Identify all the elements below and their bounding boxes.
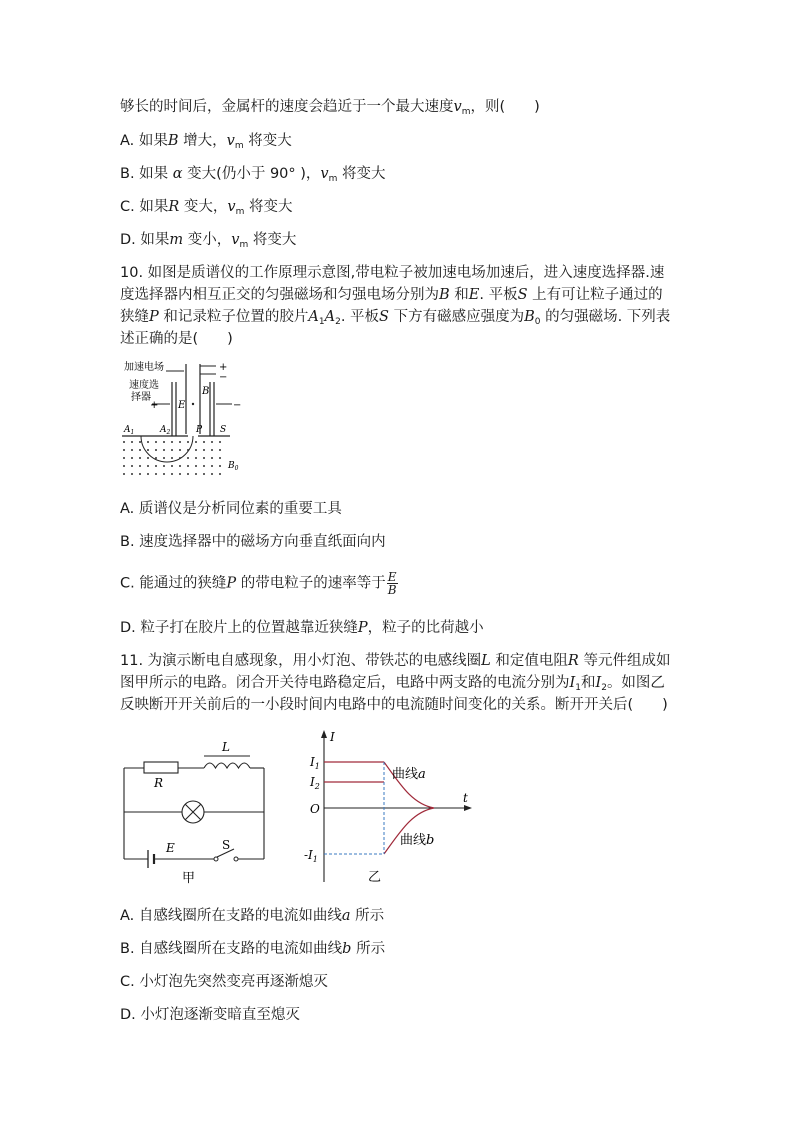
q11-text: 和 bbox=[580, 675, 596, 691]
inductor-coil bbox=[204, 763, 250, 768]
var-S: S bbox=[379, 309, 389, 325]
var-B: B bbox=[167, 133, 179, 149]
accel-field-label: 加速电场 bbox=[124, 362, 164, 373]
q10-text: 述正确的是( ) bbox=[120, 331, 233, 347]
field-dot bbox=[131, 465, 133, 467]
selector-label: 择器 bbox=[131, 392, 151, 403]
field-dot bbox=[147, 465, 149, 467]
field-dot bbox=[155, 465, 157, 467]
field-dot bbox=[155, 457, 157, 459]
var-a: a bbox=[341, 908, 351, 924]
vm-sub: m bbox=[235, 207, 245, 217]
field-dot bbox=[195, 473, 197, 475]
field-dot bbox=[179, 441, 181, 443]
field-dot bbox=[171, 473, 173, 475]
field-dot bbox=[123, 441, 125, 443]
field-dot bbox=[139, 457, 141, 459]
field-dot bbox=[139, 449, 141, 451]
vm-sub: m bbox=[234, 141, 244, 151]
option-text: B. 如果 bbox=[120, 166, 173, 182]
q10-line-4 bbox=[120, 329, 233, 349]
particle-dot bbox=[192, 403, 194, 405]
option-text: 增大， bbox=[178, 133, 227, 149]
field-dot bbox=[123, 473, 125, 475]
vm-symbol: v bbox=[320, 166, 329, 182]
field-dot bbox=[211, 473, 213, 475]
q11-text: 图甲所示的电路。闭合开关待电路稳定后，电路中两支路的电流分别为 bbox=[120, 675, 570, 691]
I2-tick-label: $I_2$ bbox=[310, 775, 320, 791]
selector-label: 速度选 bbox=[129, 380, 159, 391]
q9-stem bbox=[120, 97, 540, 122]
field-dot bbox=[195, 465, 197, 467]
field-dot bbox=[131, 473, 133, 475]
switch-contact bbox=[234, 857, 238, 861]
A2-label: $A_2$ bbox=[160, 425, 171, 436]
sub: 1 bbox=[575, 683, 581, 693]
sub: 2 bbox=[601, 683, 607, 693]
E-label: E bbox=[178, 400, 186, 411]
var-P: P bbox=[357, 620, 368, 636]
field-dot bbox=[219, 441, 221, 443]
field-dot bbox=[171, 441, 173, 443]
q11-text: 11. 为演示断电自感现象，用小灯泡、带铁芯的电感线圈 bbox=[120, 653, 482, 669]
q10-text: 下方有磁感应强度为 bbox=[388, 309, 525, 325]
origin-label: O bbox=[310, 802, 320, 816]
field-dot bbox=[147, 457, 149, 459]
frac-num: E bbox=[387, 570, 397, 584]
field-dot bbox=[179, 449, 181, 451]
option-text: 变小， bbox=[183, 232, 232, 248]
I-axis-label: I bbox=[330, 730, 335, 744]
option-text: B. 速度选择器中的磁场方向垂直纸面向内 bbox=[120, 534, 386, 550]
option-text: 将变大 bbox=[337, 166, 386, 182]
sub: 0 bbox=[534, 317, 541, 327]
field-dot bbox=[187, 449, 189, 451]
var-I2: I bbox=[595, 675, 602, 691]
magnetic-field-dots bbox=[123, 441, 221, 475]
q11-text: 反映断开开关前后的一小段时间内电路中的电流随时间变化的关系。断开开关后( ) bbox=[120, 697, 668, 713]
q10-option-a[interactable] bbox=[120, 499, 342, 519]
field-dot bbox=[163, 465, 165, 467]
field-dot bbox=[187, 465, 189, 467]
var-m: m bbox=[169, 232, 184, 248]
field-dot bbox=[179, 457, 181, 459]
field-dot bbox=[147, 441, 149, 443]
var-P: P bbox=[149, 309, 159, 325]
field-dot bbox=[179, 465, 181, 467]
mass-spectrometer-figure bbox=[118, 358, 248, 480]
R-label: R bbox=[154, 776, 164, 790]
var-b: b bbox=[342, 941, 352, 957]
var-B0: B bbox=[524, 309, 535, 325]
option-text: 将变大 bbox=[248, 232, 297, 248]
q9-option-b[interactable] bbox=[120, 164, 386, 189]
field-dot bbox=[139, 473, 141, 475]
field-dot bbox=[155, 449, 157, 451]
field-dot bbox=[203, 473, 205, 475]
field-dot bbox=[203, 449, 205, 451]
var-E: E bbox=[468, 287, 480, 303]
q11-option-b[interactable] bbox=[120, 939, 385, 959]
q11-text: 和定值电阻 bbox=[490, 653, 568, 669]
circuit-diagram bbox=[118, 735, 273, 885]
field-dot bbox=[203, 441, 205, 443]
plus-sign: + bbox=[150, 400, 159, 411]
var-R: R bbox=[567, 653, 579, 669]
q10-text: 狭缝 bbox=[120, 309, 149, 325]
field-dot bbox=[139, 441, 141, 443]
q9-option-d[interactable] bbox=[120, 230, 296, 255]
field-dot bbox=[187, 457, 189, 459]
field-dot bbox=[211, 449, 213, 451]
y-axis-arrow bbox=[321, 730, 327, 738]
plus-sign: + bbox=[219, 362, 228, 373]
option-text: 将变大 bbox=[244, 199, 293, 215]
option-text: D. 粒子打在胶片上的位置越靠近狭缝 bbox=[120, 620, 358, 636]
field-dot bbox=[147, 473, 149, 475]
field-dot bbox=[219, 473, 221, 475]
option-text: ，粒子的比荷越小 bbox=[367, 620, 484, 636]
field-dot bbox=[163, 457, 165, 459]
q11-text: 等元件组成如 bbox=[578, 653, 671, 669]
field-dot bbox=[163, 473, 165, 475]
vm-symbol: v bbox=[231, 232, 240, 248]
curve-b-label: 曲线b bbox=[400, 833, 435, 848]
field-dot bbox=[131, 457, 133, 459]
option-text: A. 自感线圈所在支路的电流如曲线 bbox=[120, 908, 342, 924]
field-dot bbox=[187, 473, 189, 475]
q11-option-d[interactable] bbox=[120, 1005, 300, 1025]
vm-sub: m bbox=[461, 107, 471, 117]
q10-option-b[interactable] bbox=[120, 532, 386, 552]
field-dot bbox=[211, 465, 213, 467]
field-dot bbox=[163, 441, 165, 443]
field-dot bbox=[195, 441, 197, 443]
option-text: C. 能通过的狭缝 bbox=[120, 575, 227, 592]
field-dot bbox=[219, 449, 221, 451]
q9-option-c[interactable] bbox=[120, 197, 292, 222]
q10-text: 的匀强磁场. 下列表 bbox=[540, 309, 671, 325]
curve-a-label: 曲线a bbox=[392, 767, 426, 782]
option-text: 变大(仍小于 90° )， bbox=[182, 166, 321, 182]
field-dot bbox=[131, 449, 133, 451]
q11-text: 。如图乙 bbox=[606, 675, 665, 691]
field-dot bbox=[163, 449, 165, 451]
q10-text: 10. 如图是质谱仪的工作原理示意图,带电粒子被加速电场加速后，进入速度选择器.速 bbox=[120, 265, 665, 281]
x-axis-arrow bbox=[464, 805, 472, 811]
field-dot bbox=[123, 457, 125, 459]
field-dot bbox=[155, 473, 157, 475]
field-dot bbox=[139, 465, 141, 467]
field-dot bbox=[211, 457, 213, 459]
option-text: 所示 bbox=[350, 908, 385, 924]
fraction-E-over-B bbox=[387, 571, 398, 596]
q10-text: 度选择器内相互正交的匀强磁场和匀强电场分别为 bbox=[120, 287, 439, 303]
vm-symbol: v bbox=[226, 133, 235, 149]
q10-text: . 平板 bbox=[340, 309, 380, 325]
neg-I1-tick-label: $-I_1$ bbox=[304, 848, 318, 864]
q10-option-d[interactable] bbox=[120, 618, 484, 638]
q10-line-2 bbox=[120, 285, 663, 305]
I1-tick-label: $I_1$ bbox=[310, 755, 320, 771]
q10-text: 和 bbox=[449, 287, 469, 303]
q10-text: 上有可让粒子通过的 bbox=[527, 287, 663, 303]
current-time-graph bbox=[300, 728, 480, 886]
option-text: D. 小灯泡逐渐变暗直至熄灭 bbox=[120, 1007, 300, 1023]
option-text: B. 自感线圈所在支路的电流如曲线 bbox=[120, 941, 343, 957]
q9-option-a[interactable] bbox=[120, 131, 292, 156]
field-dot bbox=[123, 465, 125, 467]
E-label: E bbox=[166, 841, 175, 855]
vm-symbol: v bbox=[453, 99, 462, 115]
t-axis-label: t bbox=[463, 791, 468, 805]
option-text: A. 如果 bbox=[120, 133, 168, 149]
q11-line-1 bbox=[120, 651, 670, 671]
field-dot bbox=[195, 457, 197, 459]
field-dot bbox=[211, 441, 213, 443]
vm-sub: m bbox=[328, 174, 338, 184]
frac-den: B bbox=[387, 583, 397, 597]
sub: 2 bbox=[335, 317, 341, 327]
vm-sub: m bbox=[239, 240, 249, 250]
option-text: C. 小灯泡先突然变亮再逐渐熄灭 bbox=[120, 974, 328, 990]
field-dot bbox=[123, 449, 125, 451]
var-S: S bbox=[517, 287, 528, 303]
L-label: L bbox=[222, 740, 230, 754]
q11-option-a[interactable] bbox=[120, 906, 384, 926]
S-label: S bbox=[220, 425, 227, 435]
field-dot bbox=[171, 449, 173, 451]
minus-sign: − bbox=[233, 400, 242, 411]
B0-label: $B_0$ bbox=[228, 461, 239, 472]
field-dot bbox=[187, 441, 189, 443]
field-dot bbox=[195, 449, 197, 451]
figure-caption-yi: 乙 bbox=[368, 870, 382, 885]
q11-line-3 bbox=[120, 695, 668, 715]
var-A2: A bbox=[324, 309, 336, 325]
field-dot bbox=[179, 473, 181, 475]
field-dot bbox=[203, 465, 205, 467]
var-P: P bbox=[226, 575, 237, 592]
option-text: 的带电粒子的速率等于 bbox=[236, 575, 386, 592]
B-label: B bbox=[202, 386, 210, 397]
figure-caption-jia: 甲 bbox=[182, 871, 196, 885]
switch-contact bbox=[214, 857, 218, 861]
field-dot bbox=[147, 449, 149, 451]
field-dot bbox=[155, 441, 157, 443]
var-B: B bbox=[439, 287, 450, 303]
var-A1: A bbox=[308, 309, 319, 325]
q10-text: 和记录粒子位置的胶片 bbox=[158, 309, 309, 325]
option-text: D. 如果 bbox=[120, 232, 170, 248]
q10-line-1 bbox=[120, 263, 664, 283]
q10-text: . 平板 bbox=[479, 287, 518, 303]
field-dot bbox=[131, 441, 133, 443]
var-alpha: α bbox=[172, 166, 183, 182]
P-label: P bbox=[196, 425, 203, 435]
option-text: C. 如果 bbox=[120, 199, 169, 215]
field-dot bbox=[219, 465, 221, 467]
q10-option-c[interactable] bbox=[120, 571, 398, 596]
A1-label: $A_1$ bbox=[124, 425, 135, 436]
field-dot bbox=[171, 457, 173, 459]
q9-stem-text: 够长的时间后，金属杆的速度会趋近于一个最大速度 bbox=[120, 99, 454, 115]
q11-option-c[interactable] bbox=[120, 972, 328, 992]
resistor bbox=[144, 762, 178, 773]
var-L: L bbox=[481, 653, 491, 669]
sub: 1 bbox=[318, 317, 325, 327]
field-dot bbox=[171, 465, 173, 467]
vm-symbol: v bbox=[227, 199, 236, 215]
option-text: A. 质谱仪是分析同位素的重要工具 bbox=[120, 501, 342, 517]
S-label: S bbox=[222, 838, 231, 852]
minus-sign: − bbox=[219, 372, 228, 383]
option-text: 将变大 bbox=[243, 133, 292, 149]
option-text: 变大， bbox=[179, 199, 228, 215]
field-dot bbox=[203, 457, 205, 459]
var-I1: I bbox=[569, 675, 576, 691]
field-dot bbox=[219, 457, 221, 459]
q9-stem-end: ，则( ) bbox=[470, 99, 540, 115]
var-R: R bbox=[168, 199, 180, 215]
option-text: 所示 bbox=[351, 941, 386, 957]
